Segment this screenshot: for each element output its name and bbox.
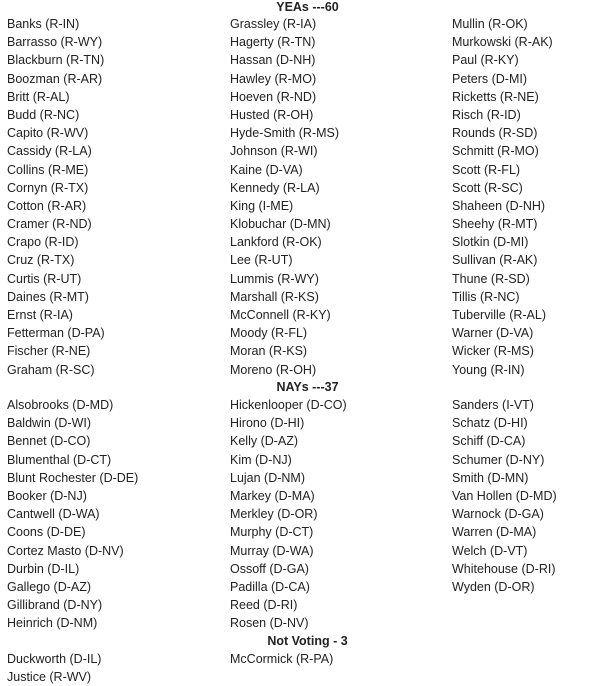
senator-name: McCormick (R-PA) xyxy=(230,652,334,666)
senator-name: Hirono (D-HI) xyxy=(230,416,305,431)
senator-name: Ernst (R-IA) xyxy=(7,308,73,322)
yeas-column-1 xyxy=(7,15,105,379)
senator-name: Hassan (D-NH) xyxy=(230,53,316,68)
senator-name: Merkley (D-OR) xyxy=(230,507,318,522)
senator-name: Cantwell (D-WA) xyxy=(7,507,100,522)
senator-name: Coons (D-DE) xyxy=(7,525,86,540)
senator-name: Fetterman (D-PA) xyxy=(7,326,105,341)
senator-name: Booker (D-NJ) xyxy=(7,488,87,503)
senator-name: Cassidy (R-LA) xyxy=(7,144,92,159)
senator-name: Hawley (R-MO) xyxy=(230,71,317,86)
senator-name: Tuberville (R-AL) xyxy=(452,308,547,322)
senator-name: Bennet (D-CO) xyxy=(7,434,91,449)
nays-column-3 xyxy=(452,396,557,596)
senator-name: Rounds (R-SD) xyxy=(452,126,538,141)
senator-name: Schiff (D-CA) xyxy=(452,434,526,449)
nays-heading: NAYs ---37 xyxy=(276,380,339,394)
senator-name: Boozman (R-AR) xyxy=(7,71,103,86)
senator-name: Blumenthal (D-CT) xyxy=(7,452,112,467)
not-voting-heading: Not Voting - 3 xyxy=(267,634,348,648)
senator-name: Murray (D-WA) xyxy=(230,543,314,558)
senator-name: Scott (R-FL) xyxy=(452,162,521,177)
senator-name: Cramer (R-ND) xyxy=(7,217,92,232)
senator-name: Daines (R-MT) xyxy=(7,289,89,304)
senator-name: Moreno (R-OH) xyxy=(230,362,317,377)
senator-name: Hagerty (R-TN) xyxy=(230,35,316,50)
senator-name: Blackburn (R-TN) xyxy=(7,53,105,68)
senator-name: Kim (D-NJ) xyxy=(230,452,292,467)
senator-name: Schumer (D-NY) xyxy=(452,452,545,467)
not-voting-column-1 xyxy=(7,650,101,686)
senator-name: Alsobrooks (D-MD) xyxy=(7,398,114,412)
senator-name: Kennedy (R-LA) xyxy=(230,180,320,195)
senator-name: Van Hollen (D-MD) xyxy=(452,488,557,503)
senator-name: Blunt Rochester (D-DE) xyxy=(7,470,139,485)
senator-name: Cotton (R-AR) xyxy=(7,198,87,213)
senator-name: Crapo (R-ID) xyxy=(7,235,79,250)
yeas-column-3 xyxy=(452,15,553,379)
senator-name: Johnson (R-WI) xyxy=(230,144,318,159)
senator-name: Lummis (R-WY) xyxy=(230,271,319,286)
senator-name: Reed (D-RI) xyxy=(230,598,298,613)
senator-name: Lankford (R-OK) xyxy=(230,235,322,250)
senator-name: Collins (R-ME) xyxy=(7,162,89,177)
senator-name: Baldwin (D-WI) xyxy=(7,416,92,431)
senator-name: Tillis (R-NC) xyxy=(452,289,520,304)
senator-name: Banks (R-IN) xyxy=(7,17,80,31)
senator-name: Britt (R-AL) xyxy=(7,89,70,104)
senator-name: Sheehy (R-MT) xyxy=(452,217,538,232)
senator-name: Welch (D-VT) xyxy=(452,543,528,558)
senator-name: Wicker (R-MS) xyxy=(452,344,534,359)
senator-name: Gallego (D-AZ) xyxy=(7,579,92,594)
senator-name: Hoeven (R-ND) xyxy=(230,89,317,104)
senator-name: Klobuchar (D-MN) xyxy=(230,217,331,232)
senator-name: Schatz (D-HI) xyxy=(452,416,528,431)
senator-name: Mullin (R-OK) xyxy=(452,17,528,31)
senator-name: Sanders (I-VT) xyxy=(452,398,534,412)
senator-name: McConnell (R-KY) xyxy=(230,308,331,322)
senator-name: Cruz (R-TX) xyxy=(7,253,75,268)
senator-name: Warnock (D-GA) xyxy=(452,507,544,522)
senator-name: Fischer (R-NE) xyxy=(7,344,91,359)
senator-name: Justice (R-WV) xyxy=(7,670,92,685)
yeas-column-2 xyxy=(230,15,339,379)
senator-name: Grassley (R-IA) xyxy=(230,17,317,31)
senator-name: King (I-ME) xyxy=(230,198,294,213)
senator-name: Hyde-Smith (R-MS) xyxy=(230,126,340,141)
senator-name: Heinrich (D-NM) xyxy=(7,616,98,631)
senator-name: Hickenlooper (D-CO) xyxy=(230,398,347,412)
senator-name: Marshall (R-KS) xyxy=(230,289,319,304)
senator-name: Thune (R-SD) xyxy=(452,271,530,286)
senator-name: Markey (D-MA) xyxy=(230,488,315,503)
senator-name: Husted (R-OH) xyxy=(230,107,314,122)
senator-name: Ossoff (D-GA) xyxy=(230,561,309,576)
senator-name: Paul (R-KY) xyxy=(452,53,519,68)
senator-name: Lujan (D-NM) xyxy=(230,470,306,485)
not-voting-column-2 xyxy=(230,650,333,668)
nays-column-2 xyxy=(230,396,347,632)
senator-name: Cortez Masto (D-NV) xyxy=(7,543,124,558)
senator-name: Young (R-IN) xyxy=(452,362,525,377)
senator-name: Duckworth (D-IL) xyxy=(7,652,102,666)
senator-name: Rosen (D-NV) xyxy=(230,616,309,631)
senator-name: Whitehouse (D-RI) xyxy=(452,561,556,576)
senator-name: Gillibrand (D-NY) xyxy=(7,598,103,613)
senator-name: Wyden (D-OR) xyxy=(452,579,535,594)
senator-name: Cornyn (R-TX) xyxy=(7,180,89,195)
yeas-heading: YEAs ---60 xyxy=(276,0,339,14)
senator-name: Slotkin (D-MI) xyxy=(452,235,529,250)
senator-name: Padilla (D-CA) xyxy=(230,579,310,594)
senator-name: Moody (R-FL) xyxy=(230,326,308,341)
senator-name: Barrasso (R-WY) xyxy=(7,35,103,50)
senator-name: Kaine (D-VA) xyxy=(230,162,303,177)
senator-name: Graham (R-SC) xyxy=(7,362,95,377)
senator-name: Capito (R-WV) xyxy=(7,126,89,141)
senator-name: Smith (D-MN) xyxy=(452,470,529,485)
senator-name: Schmitt (R-MO) xyxy=(452,144,539,159)
senator-name: Murphy (D-CT) xyxy=(230,525,314,540)
senator-name: Peters (D-MI) xyxy=(452,71,527,86)
senator-name: Warren (D-MA) xyxy=(452,525,537,540)
senator-name: Kelly (D-AZ) xyxy=(230,434,299,449)
senator-name: Ricketts (R-NE) xyxy=(452,89,539,104)
senator-name: Murkowski (R-AK) xyxy=(452,35,553,50)
senator-name: Scott (R-SC) xyxy=(452,180,523,195)
senator-name: Curtis (R-UT) xyxy=(7,271,82,286)
senator-name: Shaheen (D-NH) xyxy=(452,198,546,213)
senator-name: Warner (D-VA) xyxy=(452,326,534,341)
senator-name: Risch (R-ID) xyxy=(452,107,521,122)
senator-name: Budd (R-NC) xyxy=(7,107,80,122)
senator-name: Moran (R-KS) xyxy=(230,344,308,359)
senator-name: Sullivan (R-AK) xyxy=(452,253,538,268)
nays-column-1 xyxy=(7,396,138,632)
senator-name: Lee (R-UT) xyxy=(230,253,293,268)
senator-name: Durbin (D-IL) xyxy=(7,561,80,576)
